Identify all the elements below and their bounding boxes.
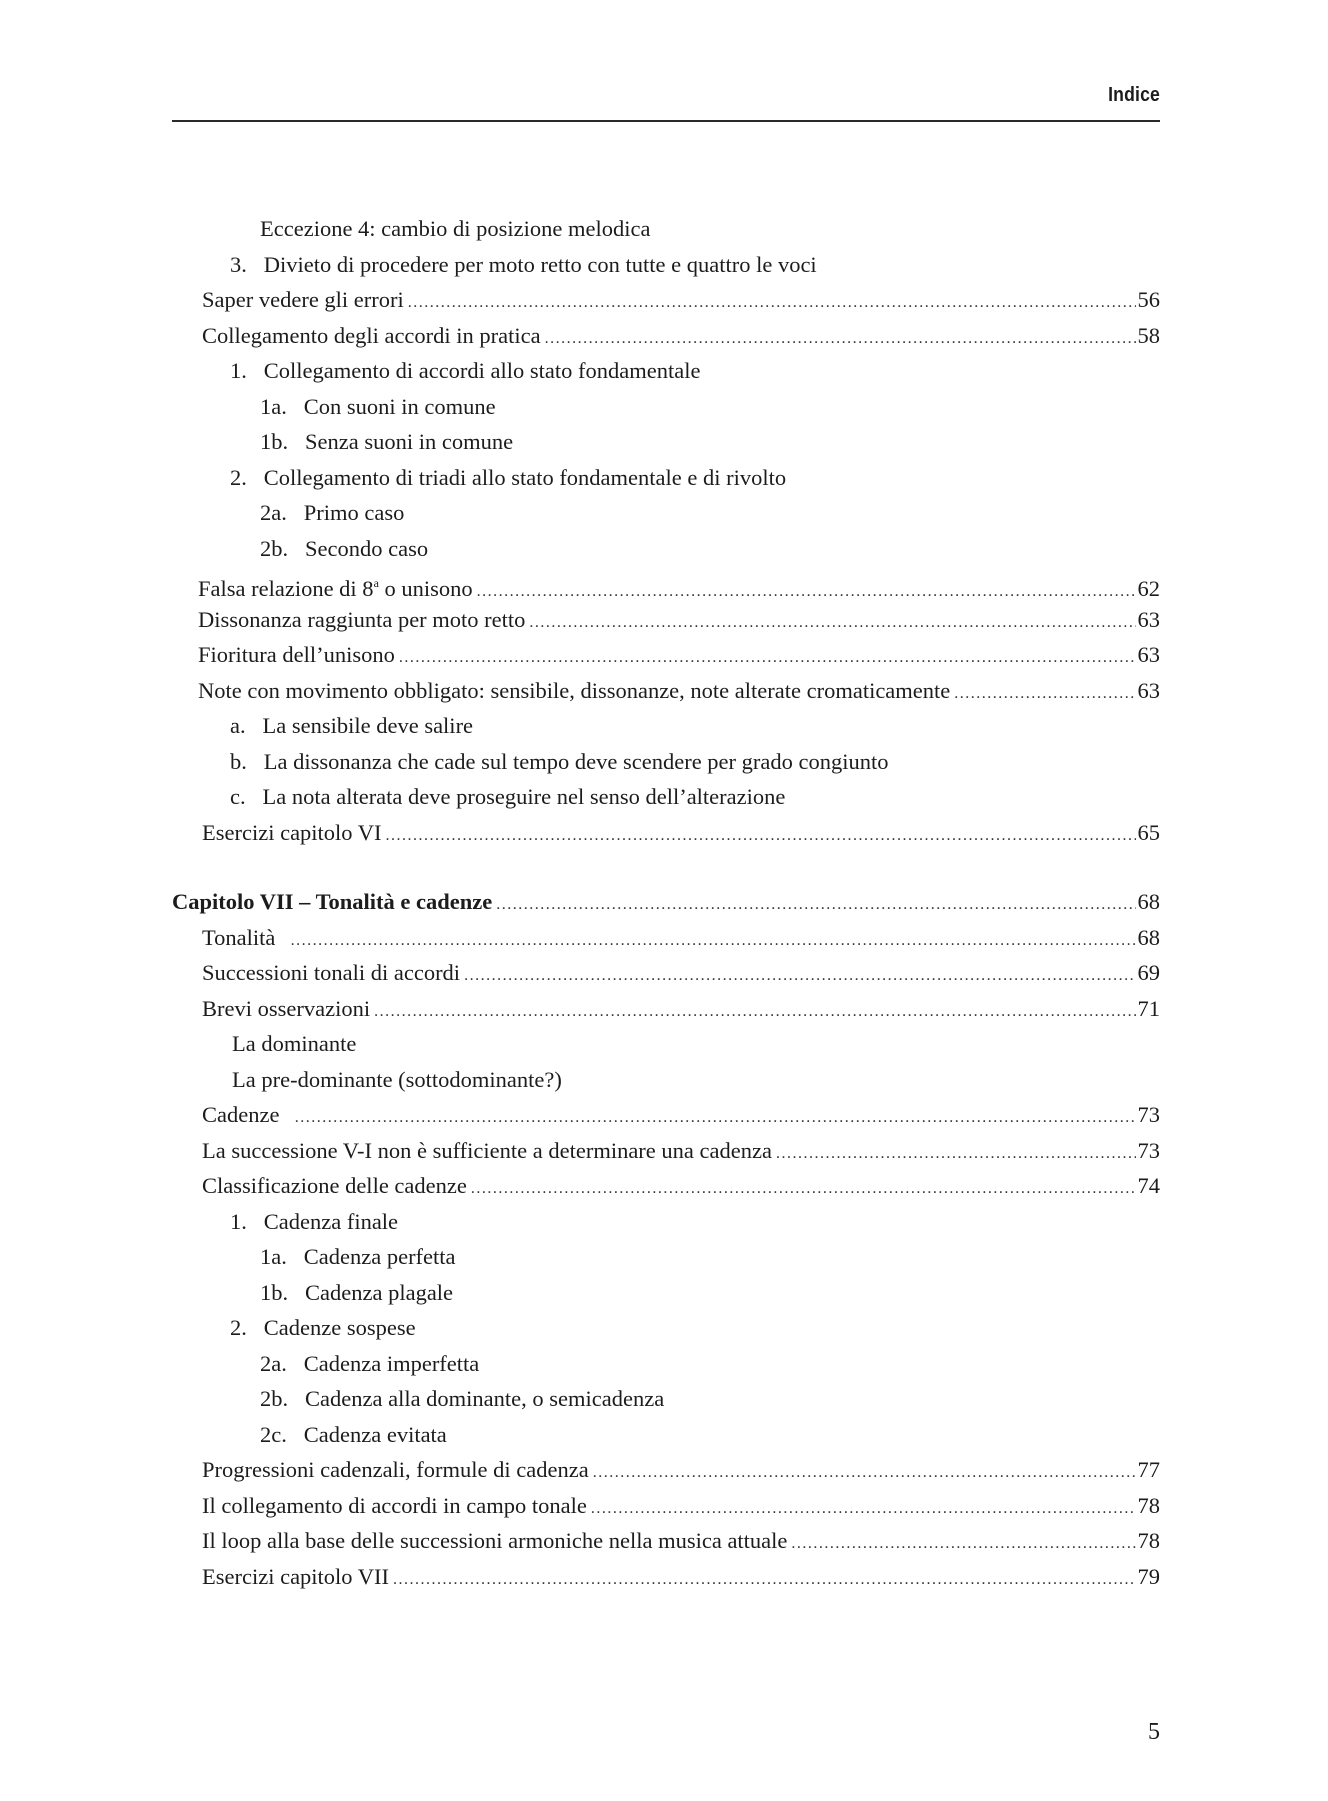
toc-entry-title: La successione V-I non è sufficiente a determinare una cadenza xyxy=(202,1137,772,1163)
toc-item-number: 1b. xyxy=(260,429,300,454)
toc-entry-title: Cadenza evitata xyxy=(303,1421,447,1447)
toc-entry-title: Collegamento di triadi allo stato fondamentale e di rivolto xyxy=(263,464,787,490)
toc-entry-title: La pre-dominante (sottodominante?) xyxy=(232,1066,562,1092)
toc-entry-title: Cadenza imperfetta xyxy=(303,1350,480,1376)
toc-entry-title-part: o unisono xyxy=(378,576,473,601)
toc-entry-title: Cadenze sospese xyxy=(263,1315,416,1340)
toc-entry-title: Secondo caso xyxy=(305,535,429,561)
toc-subentry xyxy=(172,211,1160,247)
toc-numbered-item xyxy=(172,247,1160,283)
dot-leader xyxy=(399,640,1136,676)
toc-entry[interactable] xyxy=(172,920,1160,956)
toc-entry-title: La sensibile deve salire xyxy=(262,713,474,738)
toc-entry[interactable] xyxy=(172,318,1160,354)
toc-entry-title xyxy=(202,920,287,956)
toc-entry[interactable] xyxy=(172,1097,1160,1133)
toc-item-number: 1b. xyxy=(260,1279,300,1305)
toc-entry[interactable] xyxy=(172,602,1160,638)
toc-entry[interactable] xyxy=(172,1133,1160,1169)
chapter-title: Capitolo VII – Tonalità e cadenze xyxy=(172,889,493,914)
toc-entry-title: Cadenza alla dominante, o semicadenza xyxy=(305,1386,665,1411)
dot-leader xyxy=(471,1171,1136,1207)
superscript-ordinal: a xyxy=(373,576,379,590)
dot-leader xyxy=(386,818,1136,854)
toc-page-number: 56 xyxy=(1137,287,1160,312)
toc-item-number: 2a. xyxy=(260,1350,299,1376)
toc-entry-title: Esercizi capitolo VI xyxy=(202,819,382,845)
toc-entry-title: Progressioni cadenzali, formule di cadenza xyxy=(202,1457,589,1482)
toc-entry[interactable] xyxy=(172,955,1160,991)
toc-entry-title: Cadenza plagale xyxy=(305,1279,454,1305)
toc-entry-title: Successioni tonali di accordi xyxy=(202,960,461,985)
toc-entry-title: Esercizi capitolo VII xyxy=(202,1563,390,1589)
toc-numbered-item xyxy=(172,424,1160,460)
toc-chapter-entry[interactable] xyxy=(172,884,1160,920)
toc-subentry xyxy=(172,1062,1160,1098)
toc-entry-title: Fioritura dell’unisono xyxy=(198,642,395,667)
section-title: Indice xyxy=(1108,84,1160,106)
toc-page-number: 77 xyxy=(1137,1457,1160,1482)
toc-item-number: 2c. xyxy=(260,1421,299,1447)
dot-leader xyxy=(776,1136,1136,1172)
dot-leader xyxy=(593,1455,1136,1491)
dot-leader xyxy=(464,958,1135,994)
toc-entry[interactable] xyxy=(172,815,1160,851)
toc-entry-title: Dissonanza raggiunta per moto retto xyxy=(198,606,526,632)
toc-page-number: 62 xyxy=(1137,576,1160,601)
toc-item-number: 1. xyxy=(230,1208,259,1234)
toc-entry[interactable] xyxy=(172,991,1160,1027)
toc-entry-title: La dominante xyxy=(232,1031,357,1056)
toc-item-number: 1a. xyxy=(260,1244,299,1269)
toc-numbered-item xyxy=(172,1275,1160,1311)
toc-numbered-item xyxy=(172,744,1160,780)
toc-entry-title xyxy=(202,1097,291,1133)
dot-leader xyxy=(408,285,1136,321)
toc-item-number: 3. xyxy=(230,251,259,277)
toc-page-number: 65 xyxy=(1137,819,1160,845)
dot-leader xyxy=(496,887,1135,923)
toc-numbered-item xyxy=(172,1417,1160,1453)
dot-leader xyxy=(954,676,1135,712)
dot-leader xyxy=(295,1100,1136,1136)
toc-entry-title: Saper vedere gli errori xyxy=(202,287,404,312)
toc-entry[interactable] xyxy=(172,1559,1160,1595)
page-number: 5 xyxy=(1148,1719,1160,1745)
dot-leader xyxy=(591,1491,1136,1527)
toc-numbered-item xyxy=(172,495,1160,531)
toc-numbered-item xyxy=(172,1310,1160,1346)
toc-entry-title: Il collegamento di accordi in campo tonale xyxy=(202,1492,587,1518)
toc-page-number: 68 xyxy=(1137,924,1160,950)
toc-entry-title: Note con movimento obbligato: sensibile, dissonanze, note alterate cromaticamente xyxy=(198,677,951,703)
toc-entry[interactable] xyxy=(172,566,1160,602)
toc-entry-title xyxy=(198,566,473,607)
dot-leader xyxy=(291,923,1136,959)
toc-numbered-item xyxy=(172,389,1160,425)
toc-page-number: 73 xyxy=(1137,1102,1160,1127)
toc-page-number: 78 xyxy=(1137,1528,1160,1553)
running-header xyxy=(172,78,1160,122)
toc-entry-title-text: Tonalità xyxy=(202,924,276,950)
toc-entry-title: Divieto di procedere per moto retto con tutte e quattro le voci xyxy=(263,251,817,277)
toc-numbered-item xyxy=(172,531,1160,567)
toc-item-number: 2. xyxy=(230,464,259,490)
toc-entry-title: Cadenza perfetta xyxy=(303,1244,456,1269)
dot-leader xyxy=(393,1562,1135,1598)
toc-item-number: 1a. xyxy=(260,393,299,419)
toc-page-number: 63 xyxy=(1137,606,1160,632)
dot-leader xyxy=(545,321,1136,357)
toc-page-number: 79 xyxy=(1137,1563,1160,1589)
dot-leader xyxy=(791,1526,1135,1562)
toc-numbered-item xyxy=(172,1239,1160,1275)
toc-numbered-item xyxy=(172,1381,1160,1417)
toc-item-number: b. xyxy=(230,748,259,774)
toc-page-number: 69 xyxy=(1137,960,1160,985)
toc-item-number: 2. xyxy=(230,1315,259,1340)
toc-entry-title: Classificazione delle cadenze xyxy=(202,1173,467,1198)
toc-page-number: 71 xyxy=(1137,995,1160,1021)
toc-entry-title: La nota alterata deve proseguire nel senso dell’alterazione xyxy=(262,784,786,809)
toc-entry-title: Senza suoni in comune xyxy=(305,429,514,454)
toc-page-number: 63 xyxy=(1137,642,1160,667)
toc-entry[interactable] xyxy=(172,673,1160,709)
toc-entry-title-text: Cadenze xyxy=(202,1102,280,1127)
toc-numbered-item xyxy=(172,1204,1160,1240)
toc-entry[interactable] xyxy=(172,1488,1160,1524)
toc-page-number: 68 xyxy=(1137,889,1160,914)
toc-entry-title: La dissonanza che cade sul tempo deve scendere per grado congiunto xyxy=(263,748,889,774)
toc-entry-title-part: Falsa relazione di 8 xyxy=(198,576,374,601)
dot-leader xyxy=(529,605,1135,641)
toc-item-number: a. xyxy=(230,713,257,738)
toc-page-number: 58 xyxy=(1137,322,1160,348)
toc-numbered-item xyxy=(172,1346,1160,1382)
toc-item-number: 1. xyxy=(230,358,259,383)
toc-page-number: 74 xyxy=(1137,1173,1160,1198)
toc-page-number: 73 xyxy=(1137,1137,1160,1163)
toc-entry[interactable] xyxy=(172,1452,1160,1488)
toc-numbered-item xyxy=(172,779,1160,815)
toc-item-number: c. xyxy=(230,784,257,809)
toc-numbered-item xyxy=(172,460,1160,496)
toc-entry-title: Brevi osservazioni xyxy=(202,995,371,1021)
toc-numbered-item xyxy=(172,708,1160,744)
toc-entry[interactable] xyxy=(172,637,1160,673)
toc-subentry xyxy=(172,1026,1160,1062)
toc-numbered-item xyxy=(172,353,1160,389)
toc-entry-title: Collegamento degli accordi in pratica xyxy=(202,322,541,348)
toc-entry[interactable] xyxy=(172,282,1160,318)
toc-item-number: 2b. xyxy=(260,535,300,561)
toc-entry[interactable] xyxy=(172,1523,1160,1559)
toc-entry-title: Primo caso xyxy=(303,500,405,525)
toc-page-number: 78 xyxy=(1137,1492,1160,1518)
table-of-contents xyxy=(172,211,1160,1594)
toc-entry-title: Il loop alla base delle successioni armoniche nella musica attuale xyxy=(202,1528,788,1553)
toc-item-number: 2b. xyxy=(260,1386,300,1411)
dot-leader xyxy=(374,994,1135,1030)
toc-entry[interactable] xyxy=(172,1168,1160,1204)
toc-page-number: 63 xyxy=(1137,677,1160,703)
toc-entry-title: Collegamento di accordi allo stato fondamentale xyxy=(263,358,701,383)
toc-entry-title: Cadenza finale xyxy=(263,1208,399,1234)
toc-item-number: 2a. xyxy=(260,500,299,525)
toc-entry-title: Eccezione 4: cambio di posizione melodica xyxy=(260,216,651,241)
toc-entry-title: Con suoni in comune xyxy=(303,393,496,419)
